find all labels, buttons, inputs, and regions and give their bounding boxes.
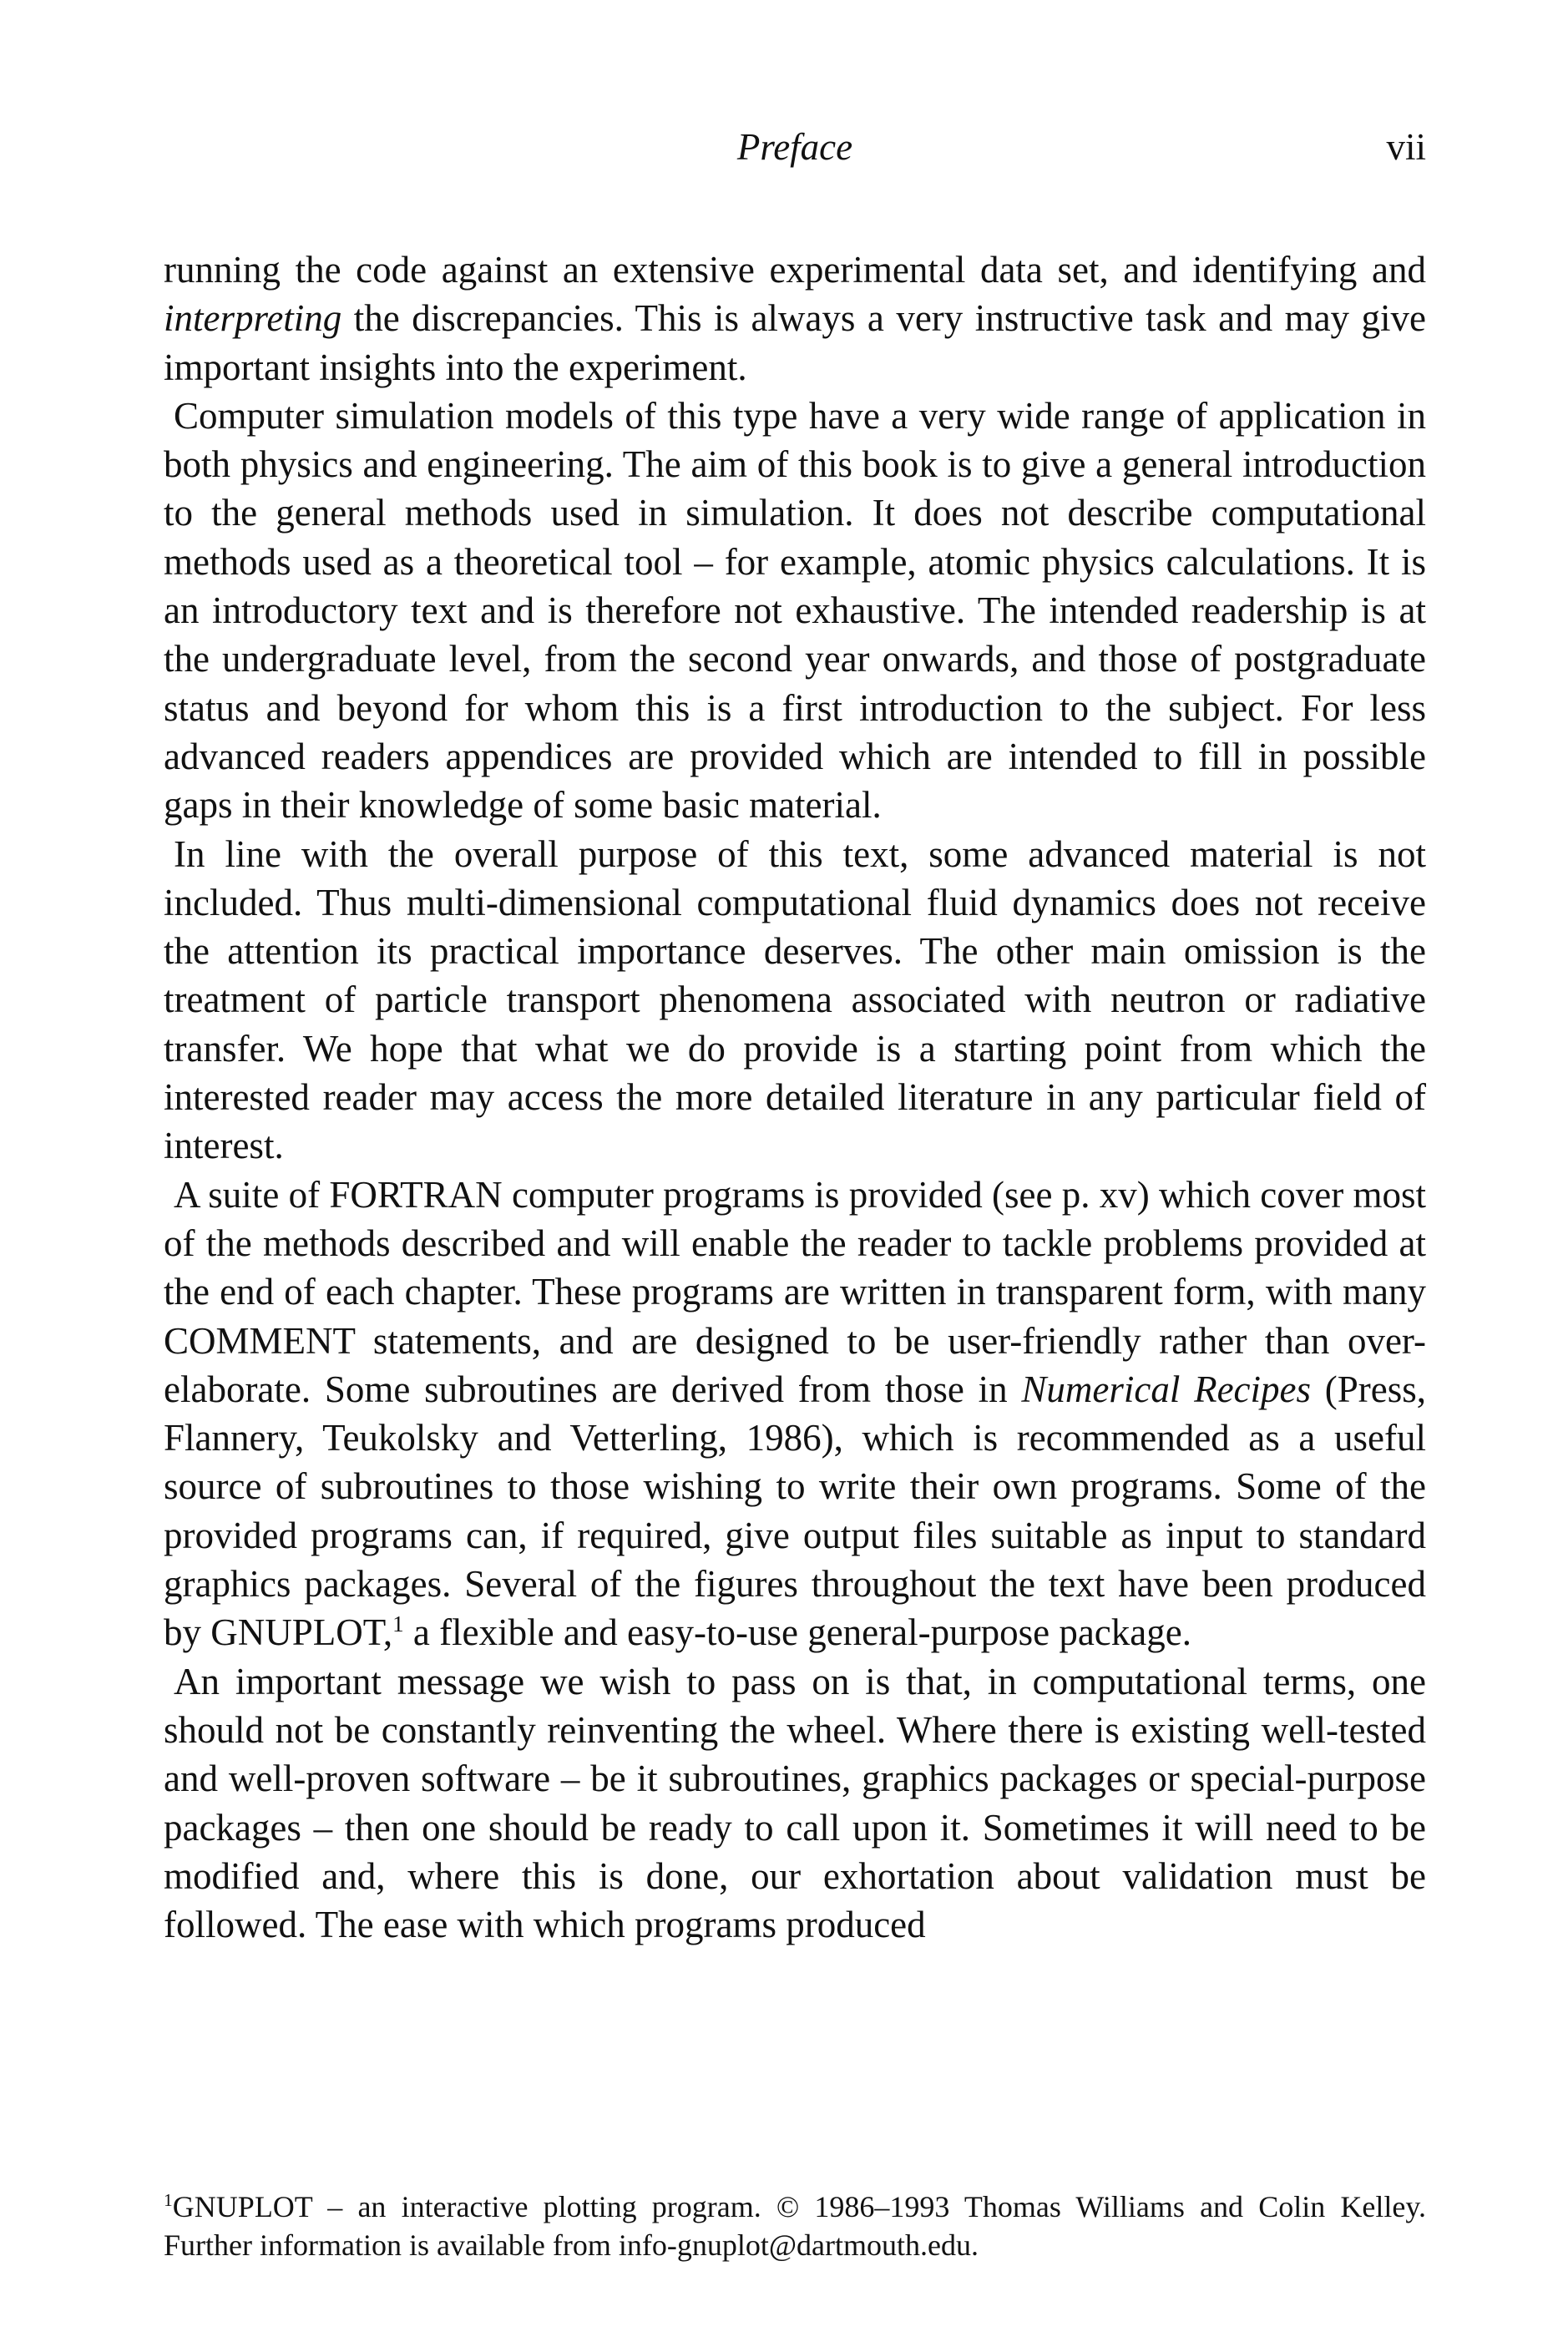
text-run: A suite of FORTRAN computer programs is provided (see p. xv) which cover most of the methods described and will enable the reader to tackle problems provided at the end of each chapter. These programs are written in transparent form, with many COMMENT statements, and are designed to be user-friendly rather than over-elaborate. Some subroutines are derived from those in [164, 1173, 1426, 1410]
text-run: a flexible and easy-to-use general-purpose package. [403, 1611, 1191, 1654]
body-text [164, 245, 1426, 1949]
running-header [164, 125, 1426, 175]
paragraph [164, 1171, 1426, 1657]
paragraph [164, 392, 1426, 830]
italic-text: Numerical Recipes [1021, 1368, 1312, 1410]
paragraph [164, 245, 1426, 392]
text-run: An important message we wish to pass on is that, in computational terms, one should not be constantly reinventing the wheel. Where there is existing well-tested and well-proven software – be it subroutines, graphics packages or special-purpose packages – then one should be ready to call upon it. Sometimes it will need to be modified and, where this is done, our exhortation about validation must be followed. The ease with which programs produced [164, 1660, 1426, 1946]
header-title: Preface [736, 126, 853, 168]
footnote-reference: 1 [392, 1611, 404, 1637]
footnote-text: GNUPLOT – an interactive plotting program. © 1986–1993 Thomas Williams and Colin Kelley. Further information is available from info-gnuplot@dartmouth.edu. [164, 2190, 1426, 2262]
footnote [164, 2188, 1426, 2264]
footnote-marker: 1 [164, 2190, 173, 2210]
book-page [164, 0, 1426, 2347]
italic-text: interpreting [164, 297, 342, 340]
text-run: Computer simulation models of this type have a very wide range of application in both physics and engineering. The aim of this book is to give a general introduction to the general methods used in simulation. It does not describe computational methods used as a theoretical tool – for example, atomic physics calculations. It is an introductory text and is therefore not exhaustive. The intended readership is at the undergraduate level, from the second year onwards, and those of postgraduate status and beyond for whom this is a first introduction to the subject. For less advanced readers appendices are provided which are intended to fill in possible gaps in their knowledge of some basic material. [164, 394, 1426, 827]
text-run: the discrepancies. This is always a very instructive task and may give important insights into the experiment. [164, 297, 1426, 388]
paragraph [164, 1657, 1426, 1950]
text-run: (Press, Flannery, Teukolsky and Vetterling, 1986), which is recommended as a useful source of subroutines to those wishing to write their own programs. Some of the provided programs can, if required, give output files suitable as input to standard graphics packages. Several of the figures throughout the text have been produced by GNUPLOT, [164, 1368, 1426, 1654]
page-number: vii [1386, 126, 1426, 168]
paragraph [164, 830, 1426, 1171]
footnotes [164, 2188, 1426, 2264]
text-run: In line with the overall purpose of this text, some advanced material is not included. Thus multi-dimensional computational fluid dynamics does not receive the attention its practical importance deserves. The other main omission is the treatment of particle transport phenomena associated with neutron or radiative transfer. We hope that what we do provide is a starting point from which the interested reader may access the more detailed literature in any particular field of interest. [164, 832, 1426, 1167]
text-run: running the code against an extensive experimental data set, and identifying and [164, 249, 1426, 291]
